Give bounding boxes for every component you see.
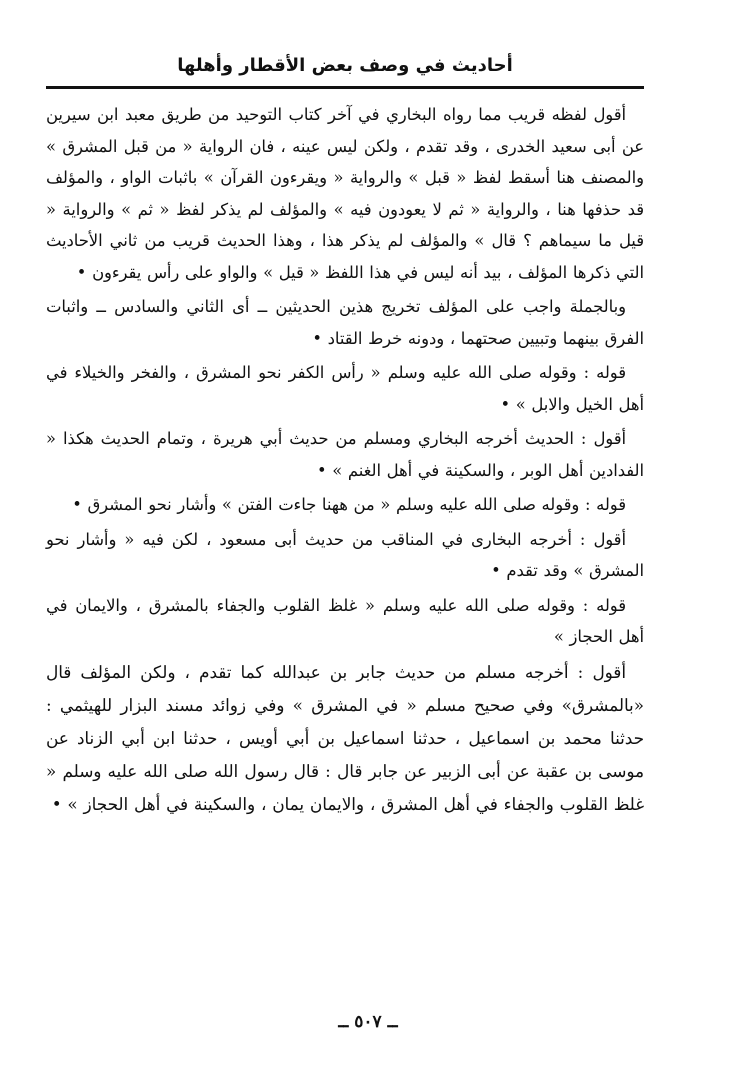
paragraph-5: قوله : وقوله صلى الله عليه وسلم « من ههنا جاءت الفتن » وأشار نحو المشرق • xyxy=(72,495,626,514)
book-page xyxy=(46,50,644,822)
paragraph-6: أقول : أخرجه البخارى في المناقب من حديث أبى مسعود ، لكن فيه « وأشار نحو المشرق » وقد تقدم • xyxy=(46,529,644,580)
paragraph-3: قوله : وقوله صلى الله عليه وسلم « رأس الكفر نحو المشرق ، والفخر والخيلاء في أهل الخيل والابل » • xyxy=(46,363,644,414)
paragraph-7: قوله : وقوله صلى الله عليه وسلم « غلظ القلوب والجفاء بالمشرق ، والايمان في أهل الحجاز » xyxy=(46,595,644,646)
running-head-title: أحاديث في وصف بعض الأقطار وأهلها xyxy=(177,55,513,76)
page-number: ــ ٥٠٧ ــ xyxy=(338,1012,398,1032)
paragraph-2: وبالجملة واجب على المؤلف تخريج هذين الحديثين ــ أى الثاني والسادس ــ واثبات الفرق بينهما وتبيين صحتهما ، ودونه خرط القتاد • xyxy=(46,297,644,348)
paragraph-4: أقول : الحديث أخرجه البخاري ومسلم من حديث أبي هريرة ، وتمام الحديث هكذا « الفدادين أهل الوبر ، والسكينة في أهل الغنم » • xyxy=(46,429,644,480)
paragraph-8: أقول : أخرجه مسلم من حديث جابر بن عبدالله كما تقدم ، ولكن المؤلف قال «بالمشرق» وفي صحيح مسلم « في المشرق » وفي زوائد مسند البزار للهيثمي : حدثنا محمد بن اسماعيل ، حدثنا اسماعيل بن أبي أويس ، حدثنا ابن أبي الزناد عن موسى بن عقبة عن أبى الزبير عن جابر قال : قال رسول الله صلى الله عليه وسلم « غلظ القلوب والجفاء في أهل المشرق ، والايمان يمان ، والسكينة في أهل الحجاز » • xyxy=(46,661,644,815)
paragraph-1: أقول لفظه قريب مما رواه البخاري في آخر كتاب التوحيد من طريق معبد ابن سيرين عن أبى سعيد الخدرى ، وقد تقدم ، ولكن ليس عينه ، فان الرواية « من قبل المشرق » والمصنف هنا أسقط لفظ « قبل » والرواية « ويقرءون القرآن » باثبات الواو ، والمؤلف قد حذفها هنا ، والرواية « ثم لا يعودون فيه » والمؤلف لم يذكر لفظ « ثم » والرواية « قيل ما سيماهم ؟ قال » والمؤلف لم يذكر هذا ، وهذا الحديث قريب من ثاني الأحاديث التي ذكرها المؤلف ، بيد أنه ليس في هذا اللفظ « قيل » والواو على رأس يقرءون • xyxy=(46,105,644,282)
header-rule xyxy=(46,86,644,89)
